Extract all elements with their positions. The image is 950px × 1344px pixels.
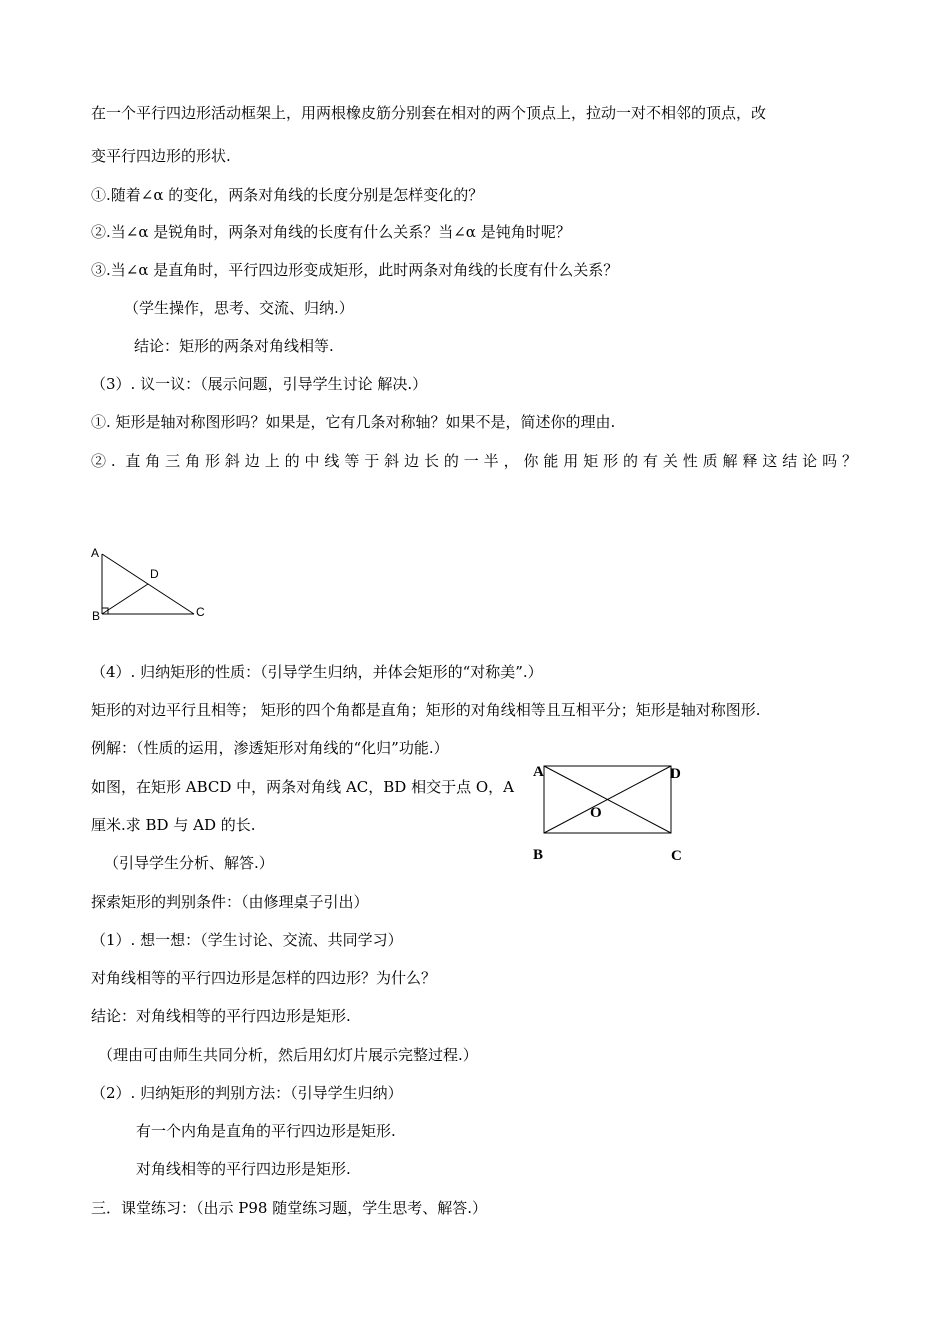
conclusion-1: 结论：矩形的两条对角线相等. xyxy=(134,337,334,355)
question-3: ③.当∠α 是直角时，平行四边形变成矩形，此时两条对角线的长度有什么关系？ xyxy=(91,261,619,279)
rectangle-label-b: B xyxy=(533,847,544,863)
subsection-1-heading: （1）. 想一想：（学生讨论、交流、共同学习） xyxy=(91,931,403,949)
example-line-1: 如图，在矩形 ABCD 中，两条对角线 AC，BD 相交于点 O，A xyxy=(91,778,514,796)
question-2: ②.当∠α 是锐角时，两条对角线的长度有什么关系？当∠α 是钝角时呢？ xyxy=(91,223,571,241)
subsection-1-note: （理由可由师生共同分析，然后用幻灯片展示完整过程.） xyxy=(98,1046,478,1064)
right-triangle-figure xyxy=(88,540,218,630)
subsection-1-conclusion: 结论：对角线相等的平行四边形是矩形. xyxy=(91,1007,351,1025)
section-3-question-1: ①. 矩形是轴对称图形吗？如果是，它有几条对称轴？如果不是，简述你的理由. xyxy=(91,413,616,431)
paragraph-intro-line1: 在一个平行四边形活动框架上，用两根橡皮筋分别套在相对的两个顶点上，拉动一对不相邻的顶点，改 xyxy=(91,104,767,122)
example-line-2: 厘米.求 BD 与 AD 的长. xyxy=(91,816,256,834)
triangle-label-a: A xyxy=(91,546,100,560)
subsection-2-heading: （2）. 归纳矩形的判别方法：（引导学生归纳） xyxy=(91,1084,403,1102)
triangle-label-b: B xyxy=(92,609,101,623)
note-student-operation: （学生操作，思考、交流、归纳.） xyxy=(124,299,354,317)
section-3-heading: （3）. 议一议：（展示问题，引导学生讨论 解决.） xyxy=(91,375,428,393)
explore-heading: 探索矩形的判别条件：（由修理桌子引出） xyxy=(91,893,369,911)
criterion-2: 对角线相等的平行四边形是矩形. xyxy=(136,1160,351,1178)
rectangle-properties: 矩形的对边平行且相等； 矩形的四个角都是直角；矩形的对角线相等且互相平分；矩形是轴对称图形. xyxy=(91,701,761,719)
question-1: ①.随着∠α 的变化，两条对角线的长度分别是怎样变化的？ xyxy=(91,186,484,204)
triangle-median-bd xyxy=(102,584,148,614)
example-heading: 例解：（性质的运用，渗透矩形对角线的“化归”功能.） xyxy=(91,739,449,757)
part-3-heading: 三．课堂练习：（出示 P98 随堂练习题，学生思考、解答.） xyxy=(91,1199,487,1217)
section-4-heading: （4）. 归纳矩形的性质：（引导学生归纳，并体会矩形的“对称美”.） xyxy=(91,663,543,681)
guide-analysis: （引导学生分析、解答.） xyxy=(104,854,274,872)
triangle-label-d: D xyxy=(150,567,159,581)
criterion-1: 有一个内角是直角的平行四边形是矩形. xyxy=(136,1122,396,1140)
rectangle-label-d: D xyxy=(670,766,681,782)
rectangle-label-a: A xyxy=(533,764,544,780)
section-3-question-2: ②. 直角三角形斜边上的中线等于斜边长的一半，你能用矩形的有关性质解释这结论吗？ xyxy=(91,452,857,470)
rectangle-figure xyxy=(530,760,690,870)
triangle-label-c: C xyxy=(196,605,205,619)
paragraph-intro-line2: 变平行四边形的形状. xyxy=(91,147,231,165)
rectangle-label-o: O xyxy=(590,805,602,821)
rectangle-label-c: C xyxy=(671,848,682,864)
subsection-1-question: 对角线相等的平行四边形是怎样的四边形？为什么？ xyxy=(91,969,437,987)
